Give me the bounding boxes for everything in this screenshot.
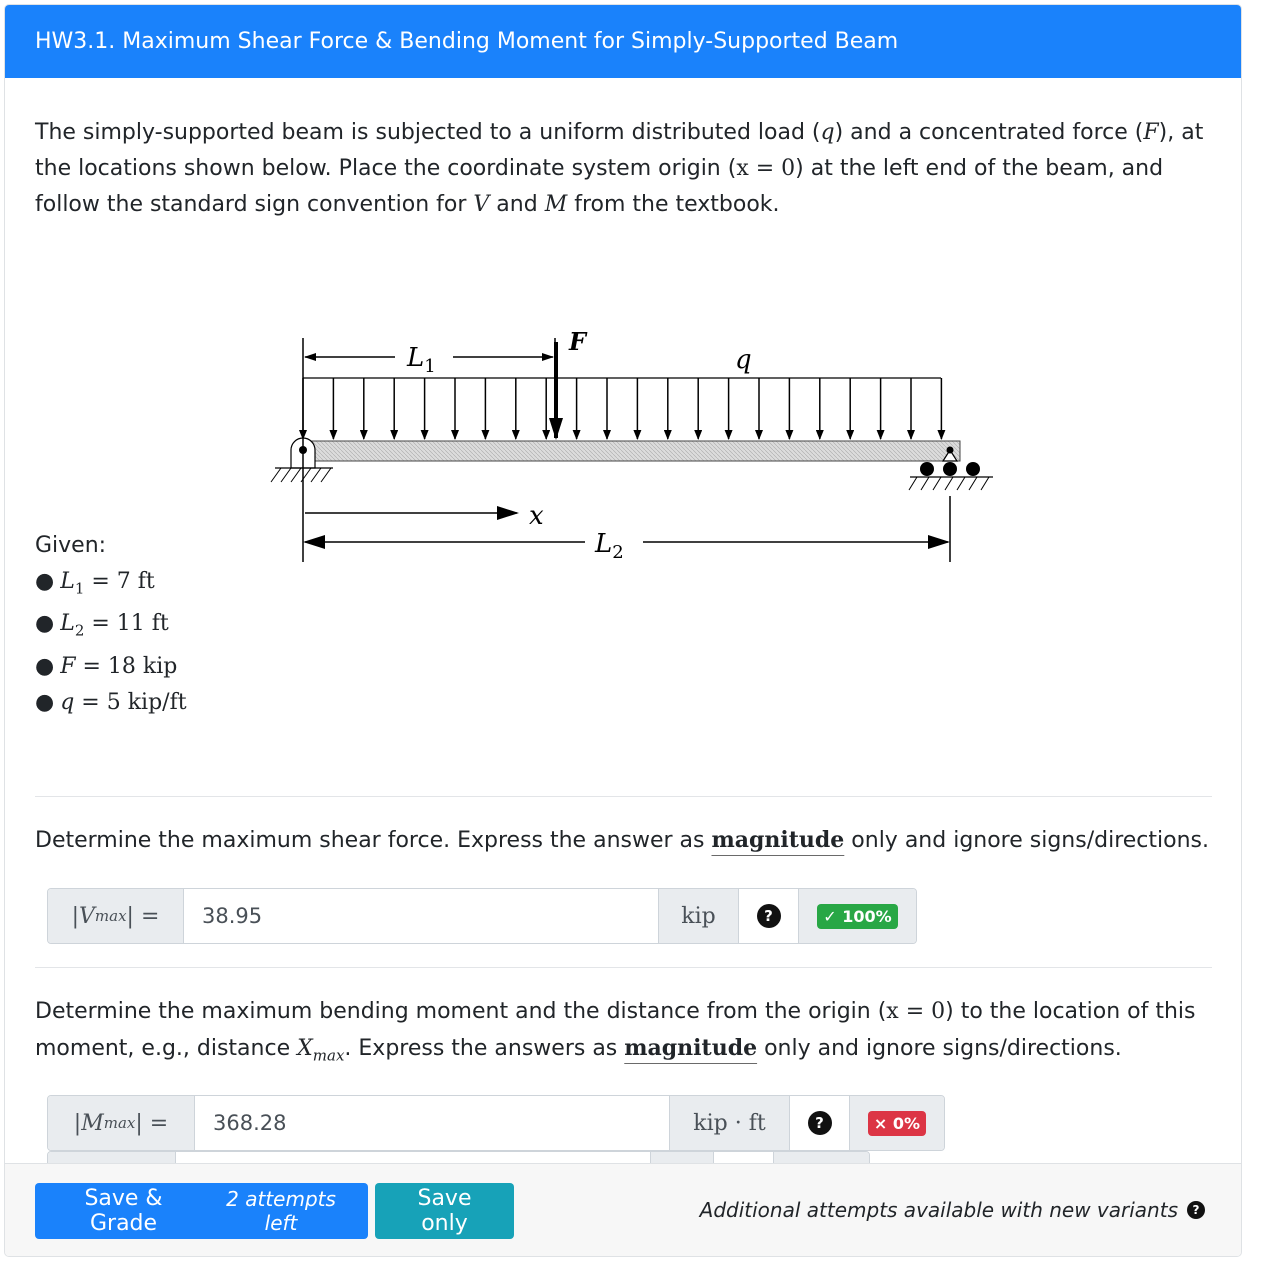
magnitude-emphasis: magnitude <box>711 827 845 853</box>
problem-statement <box>35 115 1215 223</box>
mmax-unit: kip · ft <box>669 1096 789 1150</box>
mmax-score <box>849 1096 944 1150</box>
label-L1: $L_1$ <box>407 343 436 377</box>
given-list <box>35 564 187 721</box>
given-item: ● F = 18 kip <box>35 653 178 679</box>
given-item: ● $L_2 = 11$ ft <box>35 611 169 640</box>
intro-q-symbol: q <box>820 120 835 145</box>
save-only-label: Save only <box>417 1186 472 1236</box>
vmax-input-group <box>47 888 917 944</box>
distributed-load-q <box>303 378 941 439</box>
divider <box>35 967 1212 968</box>
score-badge-correct: ✓ 100% <box>817 904 897 929</box>
question-mark-icon: ? <box>808 1111 832 1135</box>
divider <box>35 796 1212 797</box>
vmax-help-button[interactable] <box>738 889 798 943</box>
mmax-input[interactable] <box>195 1096 669 1150</box>
x-axis-arrow <box>305 501 544 531</box>
attempts-note <box>700 1198 1205 1222</box>
question-mark-icon: ? <box>757 904 781 928</box>
save-only-button[interactable] <box>375 1183 514 1239</box>
given-item: ● $L_1 = 7$ ft <box>35 569 155 598</box>
question-moment-prompt: Determine the maximum bending moment and the distance from the origin (x = 0) to the location of this moment, e.g., distance $X_{max}$. Express the answers as magnitude only and ignore signs/directions. <box>35 999 1196 1065</box>
given-values <box>35 528 187 721</box>
beam-diagram <box>245 246 1005 566</box>
attempts-left: 2 attempts left <box>226 1187 336 1235</box>
magnitude-emphasis: magnitude <box>624 1035 758 1061</box>
mmax-input-group <box>47 1095 945 1151</box>
vmax-input[interactable] <box>184 889 658 943</box>
intro-F-symbol: F <box>1143 120 1159 145</box>
concentrated-force-F <box>556 327 588 438</box>
save-grade-label: Save & Grade <box>84 1186 163 1236</box>
intro-text: ), at the locations shown below. Place the coordinate system origin ( <box>35 120 1204 181</box>
score-badge-incorrect: × 0% <box>868 1111 926 1136</box>
question-footer <box>5 1163 1242 1257</box>
label-x: x <box>529 501 544 531</box>
vmax-unit: kip <box>658 889 738 943</box>
intro-text: ) and a concentrated force ( <box>834 120 1144 145</box>
intro-text: The simply-supported beam is subjected to a uniform distributed load ( <box>35 120 821 145</box>
given-heading: Given: <box>35 533 107 558</box>
intro-text: from the textbook. <box>567 192 780 217</box>
intro-origin-math: x = 0 <box>736 156 796 181</box>
question-card <box>4 4 1242 1257</box>
vmax-score <box>798 889 916 943</box>
mmax-help-button[interactable] <box>789 1096 849 1150</box>
question-mark-icon[interactable]: ? <box>1187 1201 1205 1219</box>
beam <box>303 441 960 461</box>
given-item: ● q = 5 kip/ft <box>35 689 187 715</box>
intro-V-symbol: V <box>473 192 490 217</box>
label-q: q <box>735 345 752 375</box>
dimension-L1 <box>303 338 555 434</box>
intro-text: and <box>489 192 545 217</box>
intro-M-symbol: M <box>544 192 568 217</box>
question-title: HW3.1. Maximum Shear Force & Bending Moment for Simply-Supported Beam <box>5 5 1241 78</box>
label-F: F <box>569 327 587 356</box>
label-L2: $L_2$ <box>595 529 624 563</box>
mmax-label: |M max | = <box>48 1096 195 1150</box>
intro-text: ) at the left end of the beam, and follow the standard sign convention for <box>35 156 1164 217</box>
save-grade-button[interactable] <box>35 1183 368 1239</box>
attempts-note-text: Additional attempts available with new variants <box>699 1198 1178 1222</box>
question-shear-prompt: Determine the maximum shear force. Express the answer as magnitude only and ignore signs/directions. <box>35 827 1209 853</box>
vmax-label: |V max | = <box>48 889 184 943</box>
